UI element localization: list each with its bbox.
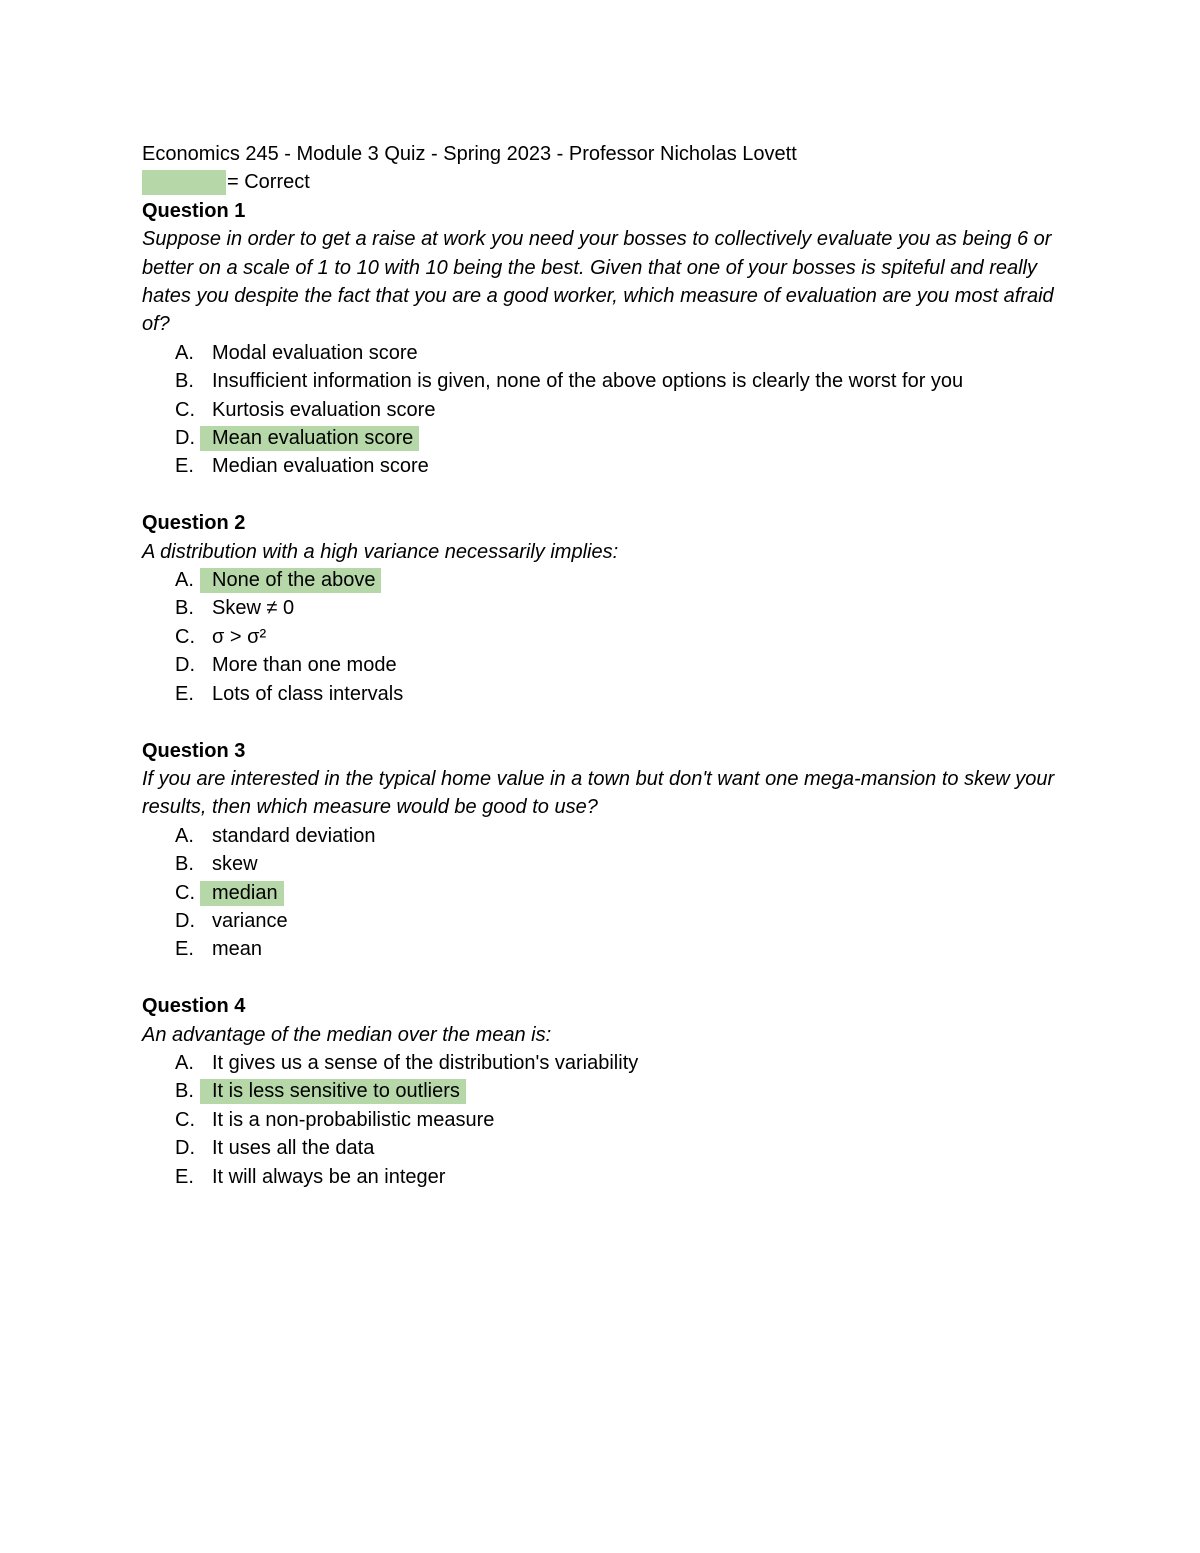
blank-line xyxy=(142,964,1062,992)
option-text: mean xyxy=(212,938,263,961)
answer-option xyxy=(142,822,1062,850)
option-letter: D. xyxy=(175,1137,195,1160)
correct-legend-label: = Correct xyxy=(227,171,310,194)
answer-option xyxy=(142,396,1062,424)
option-letter: C. xyxy=(175,398,195,421)
option-text: It will always be an integer xyxy=(212,1165,446,1188)
answer-option xyxy=(142,680,1062,708)
option-text: Modal evaluation score xyxy=(212,341,418,364)
question-1 xyxy=(142,197,1062,481)
quiz-document xyxy=(142,140,1062,1191)
question-heading: Question 1 xyxy=(142,199,246,222)
answer-option xyxy=(142,1163,1062,1191)
option-letter: A. xyxy=(175,824,194,847)
option-letter: E. xyxy=(175,455,194,478)
option-text-correct: It is less sensitive to outliers xyxy=(200,1079,466,1104)
option-text-correct: None of the above xyxy=(200,568,381,593)
option-text: σ > σ² xyxy=(212,625,267,648)
option-letter: D. xyxy=(175,427,195,450)
option-text: Kurtosis evaluation score xyxy=(212,398,436,421)
answer-options xyxy=(142,339,1062,481)
option-text: variance xyxy=(212,909,288,932)
option-text: Insufficient information is given, none of the above options is clearly the worst for you xyxy=(212,370,964,393)
option-letter: C. xyxy=(175,1108,195,1131)
option-letter: D. xyxy=(175,654,195,677)
question-text: A distribution with a high variance necessarily implies: xyxy=(142,540,619,563)
answer-option xyxy=(142,623,1062,651)
option-letter: A. xyxy=(175,1051,194,1074)
option-text: It gives us a sense of the distribution's variability xyxy=(212,1051,639,1074)
question-2 xyxy=(142,509,1062,708)
option-text: Skew ≠ 0 xyxy=(212,597,295,620)
answer-option xyxy=(142,651,1062,679)
question-heading: Question 2 xyxy=(142,512,246,535)
option-letter: A. xyxy=(175,569,194,592)
answer-option xyxy=(142,339,1062,367)
answer-option xyxy=(142,367,1062,395)
document-title: Economics 245 - Module 3 Quiz - Spring 2023 - Professor Nicholas Lovett xyxy=(142,143,797,165)
question-heading: Question 3 xyxy=(142,739,246,762)
correct-highlight-swatch xyxy=(142,170,226,195)
answer-option xyxy=(142,935,1062,963)
answer-options xyxy=(142,1049,1062,1191)
option-letter: E. xyxy=(175,938,194,961)
option-text: standard deviation xyxy=(212,824,376,847)
option-letter: B. xyxy=(175,1080,194,1103)
option-text: Median evaluation score xyxy=(212,455,429,478)
option-letter: E. xyxy=(175,1165,194,1188)
blank-line xyxy=(142,481,1062,509)
option-letter: A. xyxy=(175,341,194,364)
answer-option xyxy=(142,1049,1062,1077)
option-letter: B. xyxy=(175,597,194,620)
option-letter: D. xyxy=(175,909,195,932)
question-text: If you are interested in the typical home value in a town but don't want one mega-mansion to skew your results, then which measure would be good to use? xyxy=(142,767,1055,819)
option-text: It is a non-probabilistic measure xyxy=(212,1108,495,1131)
option-text-correct: median xyxy=(200,881,284,906)
option-text: Lots of class intervals xyxy=(212,682,404,705)
answer-option-correct xyxy=(142,566,1062,594)
option-letter: B. xyxy=(175,370,194,393)
option-text: It uses all the data xyxy=(212,1137,375,1160)
option-letter: B. xyxy=(175,853,194,876)
question-heading: Question 4 xyxy=(142,995,246,1018)
question-text: An advantage of the median over the mean is: xyxy=(142,1023,552,1046)
answer-option xyxy=(142,850,1062,878)
option-letter: C. xyxy=(175,625,195,648)
option-text-correct: Mean evaluation score xyxy=(200,426,419,451)
question-text: Suppose in order to get a raise at work you need your bosses to collectively evaluate you as being 6 or better on a scale of 1 to 10 with 10 being the best. Given that one of your bosses is spiteful and really hates you despite the fact that you are a good worker, which measure of evaluation are you most afraid of? xyxy=(142,228,1054,336)
answer-option-correct xyxy=(142,879,1062,907)
answer-options xyxy=(142,822,1062,964)
blank-line xyxy=(142,708,1062,736)
question-4 xyxy=(142,992,1062,1191)
answer-option xyxy=(142,1134,1062,1162)
question-3 xyxy=(142,737,1062,964)
answer-option xyxy=(142,1106,1062,1134)
answer-option-correct xyxy=(142,1077,1062,1105)
answer-option xyxy=(142,594,1062,622)
answer-option-correct xyxy=(142,424,1062,452)
correct-legend xyxy=(142,168,1062,196)
answer-options xyxy=(142,566,1062,708)
option-letter: C. xyxy=(175,881,195,904)
option-letter: E. xyxy=(175,682,194,705)
answer-option xyxy=(142,907,1062,935)
option-text: skew xyxy=(212,853,258,876)
answer-option xyxy=(142,452,1062,480)
option-text: More than one mode xyxy=(212,654,397,677)
